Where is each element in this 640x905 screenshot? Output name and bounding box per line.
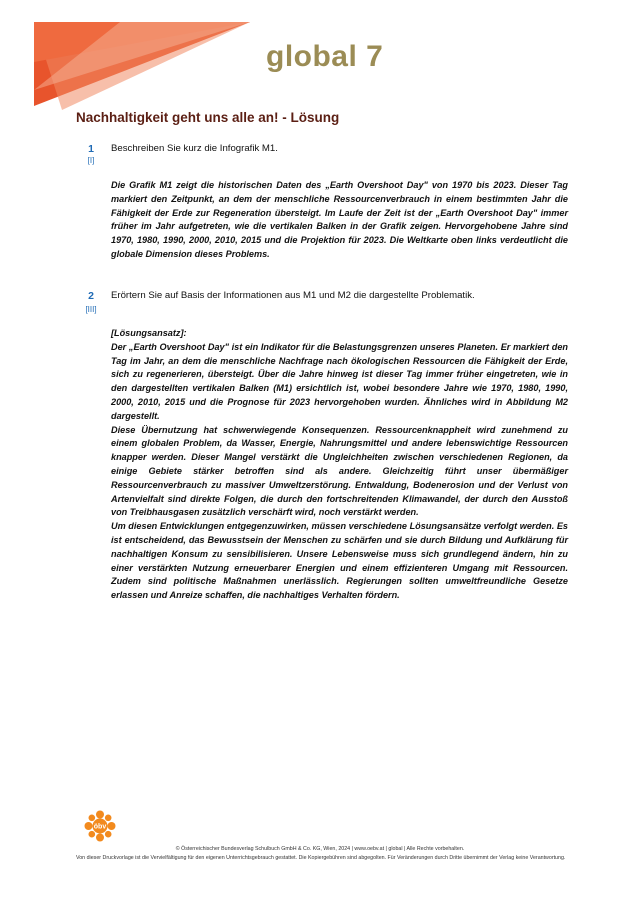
brand-title: global 7	[266, 40, 384, 73]
publisher-logo	[84, 810, 116, 842]
footer-license-note: Von dieser Druckvorlage ist die Vervielfältigung für den eigenen Unterrichtsgebrauch gestattet. Die Kopiergebühren sind abgegolten. Für Veränderungen durch Dritte übernimmt der Verlag keine Verantwortung.	[76, 855, 566, 861]
task-1-question: Beschreiben Sie kurz die Infografik M1.	[111, 143, 278, 154]
task-1-answer	[111, 179, 568, 262]
task-2-answer-heading: [Lösungsansatz]:	[111, 328, 187, 338]
corner-decoration	[0, 0, 260, 110]
task-1-level: [I]	[87, 156, 95, 165]
page-title: Nachhaltigkeit geht uns alle an! - Lösung	[76, 110, 340, 125]
logo-text: öbv	[93, 823, 107, 831]
task-2-answer-paragraph: Um diesen Entwicklungen entgegenzuwirken, müssen verschiedene Lösungsansätze verfolgt werden. Es ist entscheidend, das Bewusstsein der Menschen zu schärfen und sie durch Bildung und Aufklärung für nachhaltigen Konsum zu sensibilisieren. Unsere Lebensweise muss sich grundlegend ändern, hin zu einer verstärkten Nutzung erneuerbarer Energien und einem effizienteren Umgang mit Ressourcen. Zudem sind politische Maßnahmen unerlässlich. Regierungen sollten umweltfreundliche Gesetze erlassen und Anreize schaffen, die nachhaltiges Verhalten fördern.	[111, 521, 568, 601]
task-2-question: Erörtern Sie auf Basis der Informationen aus M1 und M2 die dargestellte Problematik.	[111, 290, 475, 301]
footer-copyright: © Österreichischer Bundesverlag Schulbuch GmbH & Co. KG, Wien, 2024 | www.oebv.at | global | Alle Rechte vorbehalten.	[175, 846, 465, 852]
task-1-answer-paragraph: Die Grafik M1 zeigt die historischen Daten des „Earth Overshoot Day" von 1970 bis 2023. Dieser Tag markiert den Zeitpunkt, an dem der menschliche Ressourcenverbrauch in einem bestimmten Jahr die Fähigkeit der Erde zur Regeneration übersteigt. Im Laufe der Zeit ist der „Earth Overshoot Day" immer früher im Jahr aufgetreten, wie die vertikalen Balken in der Grafik zeigen. Hervorgehobene Jahre sind 1970, 1980, 1990, 2000, 2010, 2015 und die Projektion für 2023. Die Weltkarte oben links verdeutlicht die globale Dimension dieses Problems.	[111, 180, 568, 259]
task-2-answer	[111, 327, 568, 603]
task-2-number: 2	[88, 290, 94, 302]
task-2-answer-paragraph: Diese Übernutzung hat schwerwiegende Konsequenzen. Ressourcenknappheit wird zunehmend zu einem globalen Problem, da Wasser, Energie, Nahrungsmittel und andere lebenswichtige Ressourcen knapper werden. Dieser Mangel verstärkt die Ungleichheiten zwischen verschiedenen Regionen, da einige Gebiete stärker betroffen sind als andere. Gleichzeitig führt unser übermäßiger Ressourcenverbrauch zu massiver Umweltzerstörung. Entwaldung, Bodenerosion und der Verlust von Artenvielfalt sind direkte Folgen, die durch den fortschreitenden Klimawandel, der durch den Ausstoß von Treibhausgasen zusätzlich verschärft wird, noch verstärkt werden.	[111, 424, 568, 518]
task-2-answer-paragraph: Der „Earth Overshoot Day" ist ein Indikator für die Belastungsgrenzen unseres Planeten. Er markiert den Tag im Jahr, an dem die menschliche Nachfrage nach ökologischen Ressourcen die Fähigkeit der Erde, sich zu regenerieren, übersteigt. Über die Jahre hinweg ist dieser Tag immer früher eingetreten, wie in den dargestellten vertikalen Balken (M1) ersichtlich ist, wobei besondere Jahre wie 1970, 1980, 1990, 2000, 2010, 2015 und die Prognose für 2023 hervorgehoben wurden. Ähnliches wird in Abbildung M2 dargestellt.	[111, 341, 568, 421]
task-2-level: [III]	[85, 305, 97, 314]
task-1-number: 1	[88, 143, 94, 155]
